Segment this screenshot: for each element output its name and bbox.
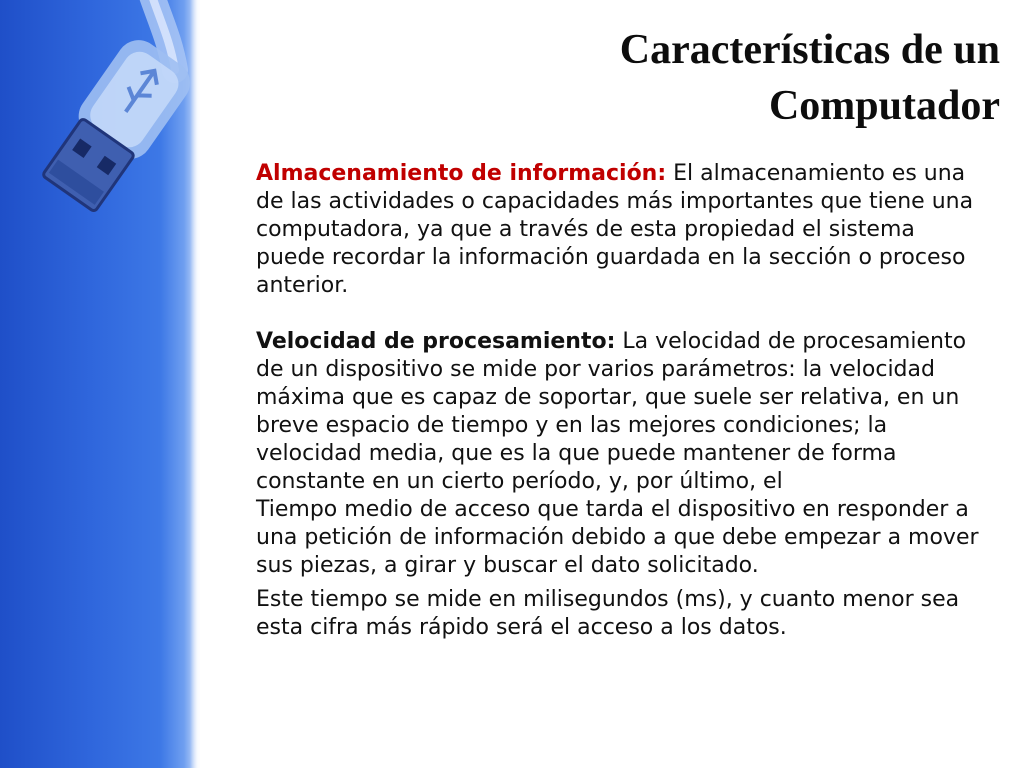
slide-body [256, 160, 986, 642]
term-storage: Almacenamiento de información: [256, 161, 667, 186]
page-title [480, 22, 1000, 134]
title-line-1: Características de un [619, 27, 1000, 73]
usb-plug-icon [0, 0, 200, 260]
title-line-2: Computador [768, 83, 1000, 129]
paragraph-storage [256, 160, 986, 300]
text-access-time: Este tiempo se mide en milisegundos (ms), y cuanto menor sea esta cifra más rápido será el acceso a los datos. [256, 587, 960, 640]
paragraph-access-time [256, 586, 986, 642]
text-speed-part1: La velocidad de procesamiento de un dispositivo se mide por varios parámetros: la velocidad máxima que es capaz de soportar, que suele ser relativa, en un breve espacio de tiempo y en las mejores condiciones; la velocidad media, que es la que puede mantener de forma constante en un cierto período, y, por último, el [256, 329, 967, 494]
text-storage: El almacenamiento es una de las actividades o capacidades más importantes que tiene una computadora, ya que a través de esta propiedad el sistema puede recordar la información guardada en la sección o proceso anterior. [256, 161, 974, 298]
sidebar-decoration [0, 0, 200, 768]
term-speed: Velocidad de procesamiento: [256, 329, 616, 354]
paragraph-speed [256, 328, 986, 580]
text-speed-part2: Tiempo medio de acceso que tarda el dispositivo en responder a una petición de información debido a que debe empezar a mover sus piezas, a girar y buscar el dato solicitado. [256, 497, 979, 578]
